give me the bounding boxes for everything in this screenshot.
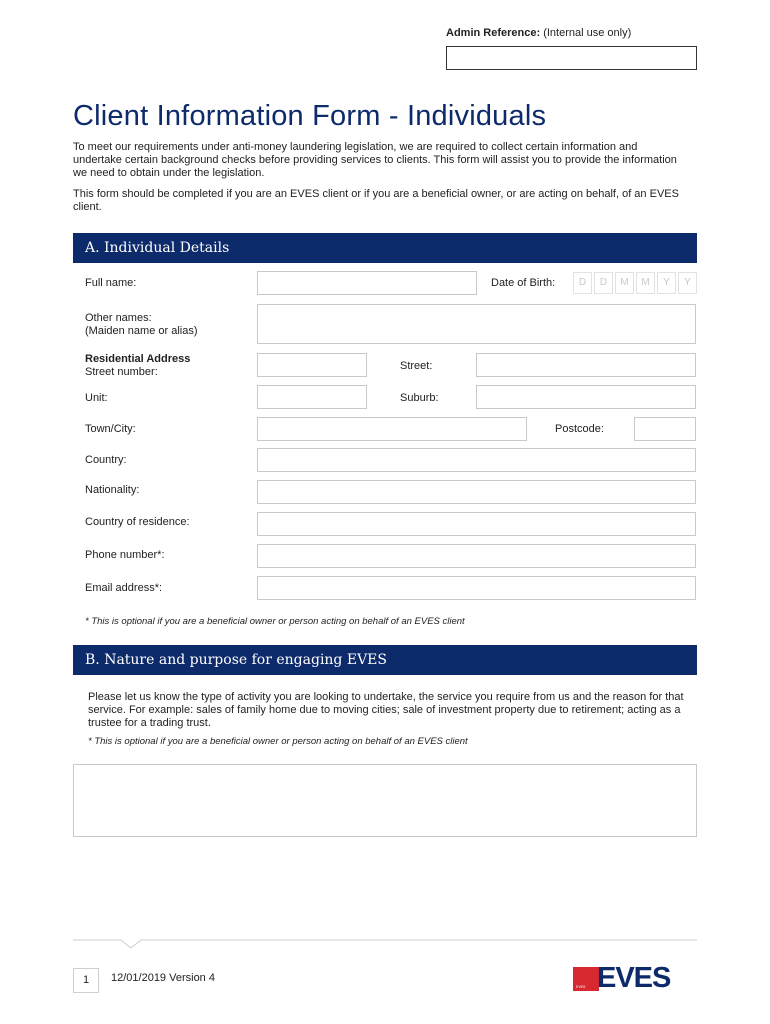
unit-label: Unit:	[85, 392, 108, 404]
admin-reference-title: Admin Reference:	[446, 27, 541, 39]
street-label: Street:	[400, 360, 433, 372]
version-text: 12/01/2019 Version 4	[111, 972, 215, 984]
unit-field[interactable]	[257, 385, 367, 409]
full-name-field[interactable]	[257, 271, 477, 295]
section-a-footnote: * This is optional if you are a beneficial owner or person acting on behalf of an EVES client	[85, 616, 465, 627]
other-names-label: Other names:	[85, 312, 152, 324]
nationality-field[interactable]	[257, 480, 696, 504]
street-field[interactable]	[476, 353, 696, 377]
logo-wordmark: EVES	[597, 962, 671, 994]
intro-paragraph-2: This form should be completed if you are an EVES client or if you are a beneficial owner, or are acting on behalf, of an EVES client.	[73, 188, 679, 213]
town-city-field[interactable]	[257, 417, 527, 441]
postcode-field[interactable]	[634, 417, 696, 441]
dob-day-1[interactable]: D	[573, 272, 592, 294]
postcode-label: Postcode:	[555, 423, 604, 435]
logo-small-text: EVES	[576, 985, 586, 989]
admin-reference-note: (Internal use only)	[543, 27, 632, 39]
admin-reference-label	[446, 27, 631, 39]
email-field[interactable]	[257, 576, 696, 600]
dob-month-2[interactable]: M	[636, 272, 655, 294]
country-field[interactable]	[257, 448, 696, 472]
section-b-body: Please let us know the type of activity you are looking to undertake, the service you require from us and the reason for that service. For example: sales of family home due to moving cities; sale of investment property due to retirement; acting as a trustee for a trading trust.	[88, 691, 684, 729]
suburb-field[interactable]	[476, 385, 696, 409]
section-a-heading: A. Individual Details	[73, 233, 697, 263]
country-of-residence-label: Country of residence:	[85, 516, 190, 528]
email-label: Email address*:	[85, 582, 163, 594]
phone-label: Phone number*:	[85, 549, 165, 561]
page-title: Client Information Form - Individuals	[73, 100, 547, 132]
eves-logo	[573, 962, 697, 994]
nature-purpose-textarea[interactable]	[73, 764, 697, 837]
nationality-label: Nationality:	[85, 484, 140, 496]
page-number: 1	[73, 968, 99, 993]
dob-year-1[interactable]: Y	[657, 272, 676, 294]
street-number-field[interactable]	[257, 353, 367, 377]
other-names-sublabel: (Maiden name or alias)	[85, 325, 198, 337]
dob-month-1[interactable]: M	[615, 272, 634, 294]
intro-paragraph-1: To meet our requirements under anti-money laundering legislation, we are required to collect certain information and undertake certain background checks before providing services to clients. This form will assist you to provide the information we need to obtain under the legislation.	[73, 141, 677, 179]
logo-red-block	[573, 967, 599, 991]
residential-address-label: Residential Address	[85, 353, 191, 365]
country-label: Country:	[85, 454, 127, 466]
section-b-footnote: * This is optional if you are a beneficial owner or person acting on behalf of an EVES client	[88, 736, 468, 747]
dob-label: Date of Birth:	[491, 277, 556, 289]
suburb-label: Suburb:	[400, 392, 439, 404]
town-city-label: Town/City:	[85, 423, 136, 435]
dob-year-2[interactable]: Y	[678, 272, 697, 294]
admin-reference-field[interactable]	[446, 46, 697, 70]
street-number-label: Street number:	[85, 366, 158, 378]
footer-divider	[73, 935, 697, 951]
section-b-heading: B. Nature and purpose for engaging EVES	[73, 645, 697, 675]
dob-day-2[interactable]: D	[594, 272, 613, 294]
country-of-residence-field[interactable]	[257, 512, 696, 536]
full-name-label: Full name:	[85, 277, 137, 289]
other-names-field[interactable]	[257, 304, 696, 344]
phone-field[interactable]	[257, 544, 696, 568]
